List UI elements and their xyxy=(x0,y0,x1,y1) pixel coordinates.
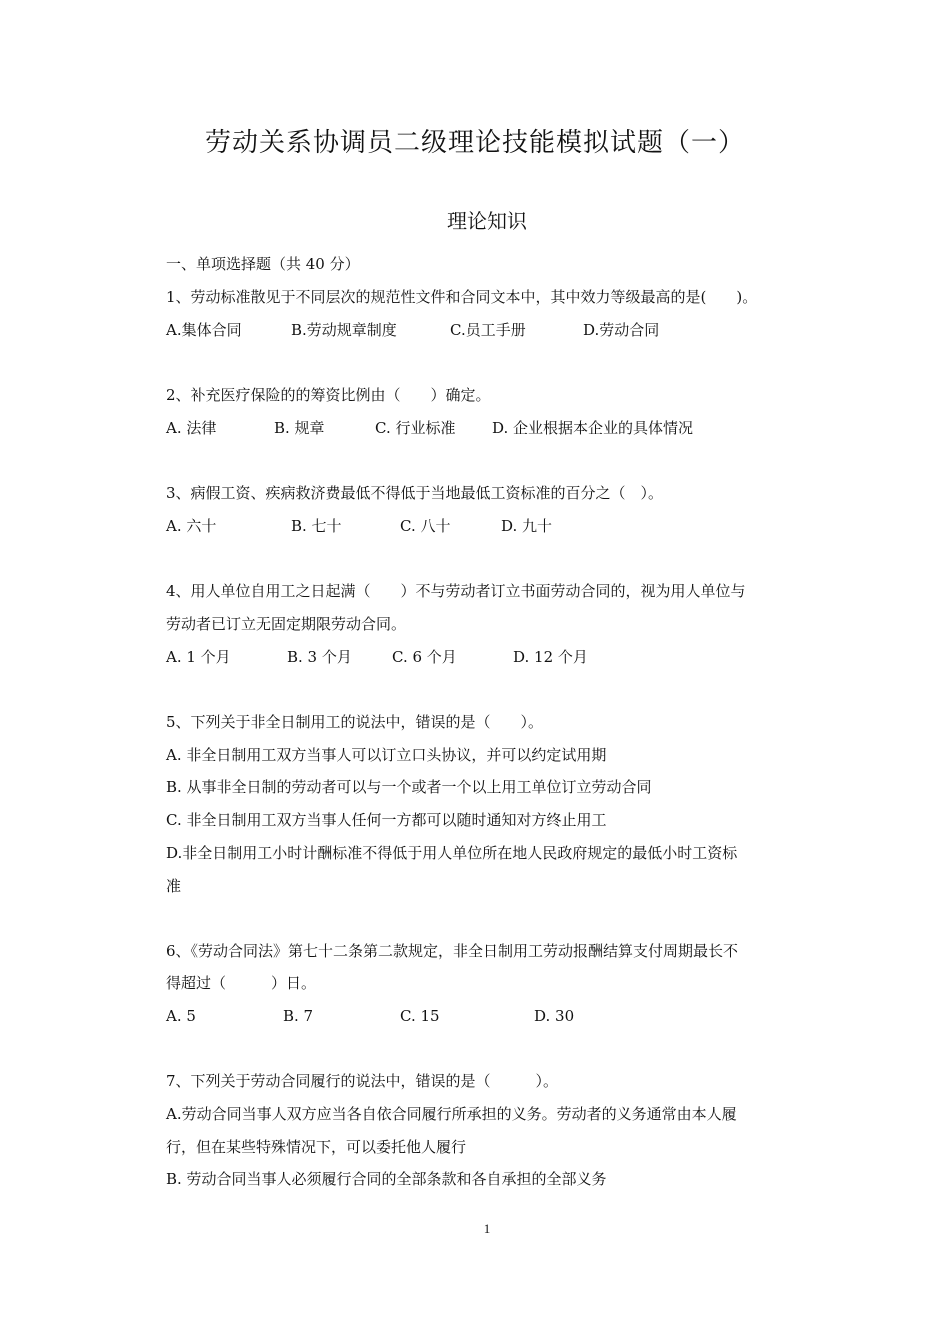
section-subtitle: 理论知识 xyxy=(447,209,527,233)
question-1-stem: 1、劳动标准散见于不同层次的规范性文件和合同文本中，其中效力等级最高的是( )。 xyxy=(166,288,758,306)
question-4-option-a: A. 1 个月 xyxy=(166,648,231,666)
question-4-stem-line-2: 劳动者已订立无固定期限劳动合同。 xyxy=(166,615,407,633)
question-5-option-b: B. 从事非全日制的劳动者可以与一个或者一个以上用工单位订立劳动合同 xyxy=(166,778,652,796)
question-4-option-b: B. 3 个月 xyxy=(287,648,352,666)
question-2-option-d: D. 企业根据本企业的具体情况 xyxy=(492,419,694,437)
question-5-option-d: D.非全日制用工小时计酬标准不得低于用人单位所在地人民政府规定的最低小时工资标 xyxy=(166,844,738,862)
question-3-stem: 3、病假工资、疾病救济费最低不得低于当地最低工资标准的百分之（ ）。 xyxy=(166,484,664,502)
document-title: 劳动关系协调员二级理论技能模拟试题（一） xyxy=(204,128,745,158)
question-7-option-a: A.劳动合同当事人双方应当各自依合同履行所承担的义务。劳动者的义务通常由本人履 xyxy=(166,1105,737,1123)
question-6-option-a: A. 5 xyxy=(166,1007,196,1025)
question-7-stem: 7、下列关于劳动合同履行的说法中，错误的是（ ）。 xyxy=(166,1072,559,1090)
question-5-stem: 5、下列关于非全日制用工的说法中，错误的是（ ）。 xyxy=(166,713,544,731)
question-5-option-d-continued: 准 xyxy=(166,877,182,895)
question-4-option-c: C. 6 个月 xyxy=(392,648,457,666)
question-7-option-b: B. 劳动合同当事人必须履行合同的全部条款和各自承担的全部义务 xyxy=(166,1170,607,1188)
question-3-options xyxy=(166,516,552,536)
question-2-options xyxy=(166,418,693,438)
question-2-option-a: A. 法律 xyxy=(166,419,217,437)
question-6-option-c: C. 15 xyxy=(400,1007,440,1025)
question-4-options xyxy=(166,647,588,667)
question-6-option-d: D. 30 xyxy=(534,1007,575,1025)
section-heading: 一、单项选择题（共 40 分） xyxy=(166,255,360,273)
question-4-stem-line-1: 4、用人单位自用工之日起满（ ）不与劳动者订立书面劳动合同的，视为用人单位与 xyxy=(166,582,746,600)
question-3-option-d: D. 九十 xyxy=(501,517,553,535)
question-1-options xyxy=(166,320,659,340)
question-2-option-c: C. 行业标准 xyxy=(375,419,456,437)
question-5-option-c: C. 非全日制用工双方当事人任何一方都可以随时通知对方终止用工 xyxy=(166,811,607,829)
question-1-option-d: D.劳动合同 xyxy=(583,321,660,339)
question-3-option-c: C. 八十 xyxy=(400,517,451,535)
question-4-option-d: D. 12 个月 xyxy=(513,648,588,666)
question-3-option-b: B. 七十 xyxy=(291,517,342,535)
question-5-option-a: A. 非全日制用工双方当事人可以订立口头协议，并可以约定试用期 xyxy=(166,746,607,764)
question-1-option-b: B.劳动规章制度 xyxy=(291,321,397,339)
question-6-options xyxy=(166,1006,574,1026)
question-7-option-a-continued: 行，但在某些特殊情况下，可以委托他人履行 xyxy=(166,1138,467,1156)
question-2-stem: 2、补充医疗保险的的筹资比例由（ ）确定。 xyxy=(166,386,491,404)
question-1-option-a: A.集体合同 xyxy=(166,321,242,339)
page-number: 1 xyxy=(483,1221,491,1236)
question-6-stem-line-1: 6、《劳动合同法》第七十二条第二款规定，非全日制用工劳动报酬结算支付周期最长不 xyxy=(166,942,739,960)
question-2-option-b: B. 规章 xyxy=(274,419,325,437)
question-3-option-a: A. 六十 xyxy=(166,517,217,535)
question-6-stem-line-2: 得超过（ ）日。 xyxy=(166,974,317,992)
question-6-option-b: B. 7 xyxy=(283,1007,314,1025)
question-1-option-c: C.员工手册 xyxy=(450,321,526,339)
